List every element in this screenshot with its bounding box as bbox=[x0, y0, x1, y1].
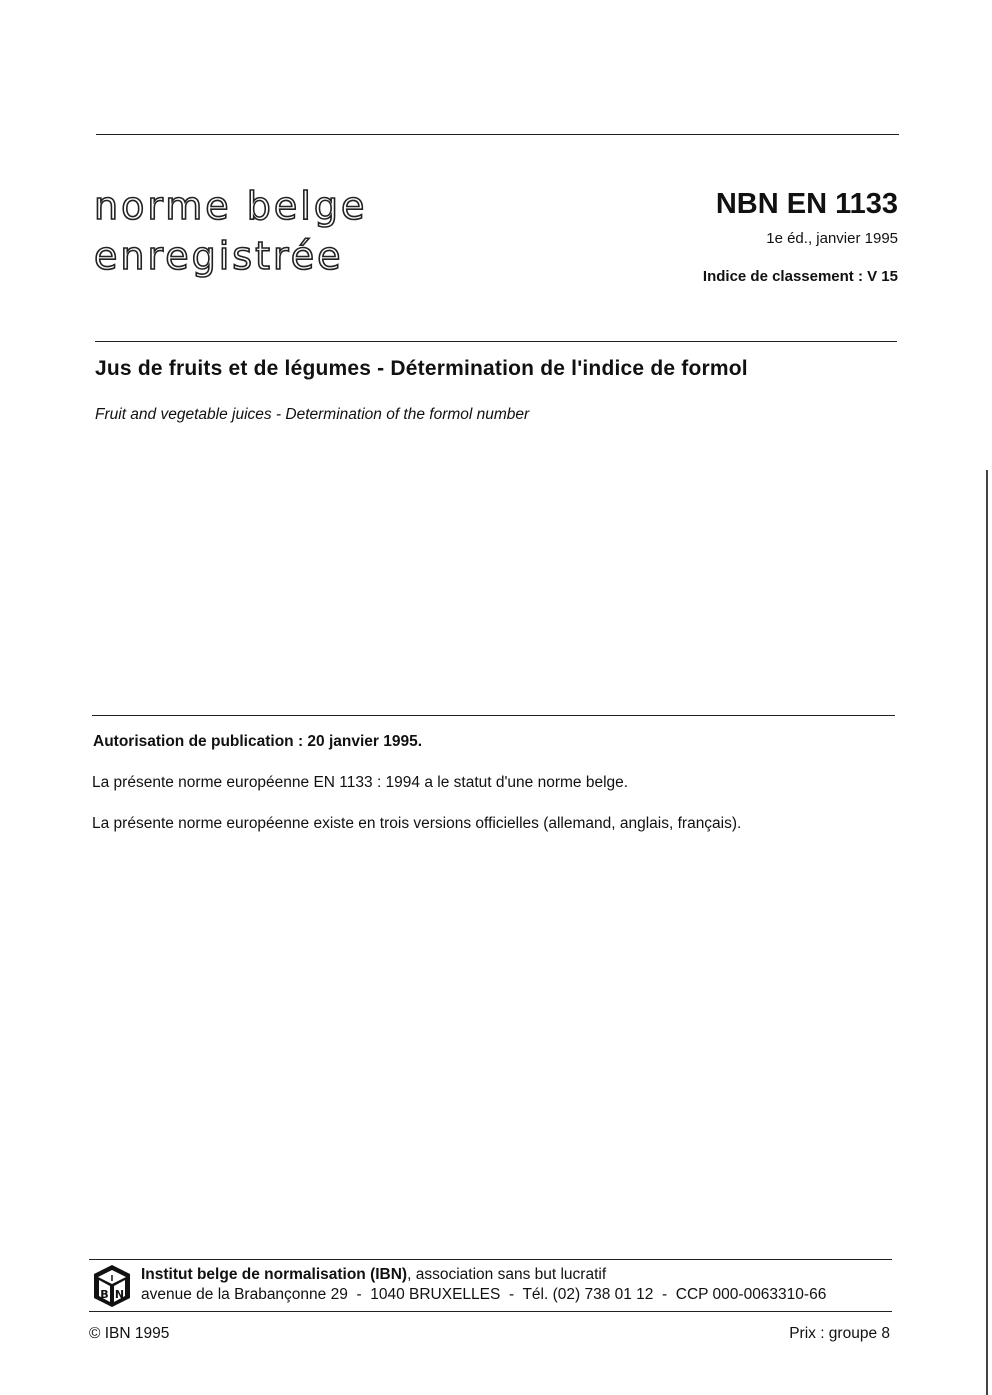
footer-bottom-rule bbox=[89, 1311, 892, 1312]
versions-paragraph: La présente norme européenne existe en trois versions officielles (allemand, anglais, français). bbox=[92, 815, 742, 832]
title-english: Fruit and vegetable juices - Determination of the formol number bbox=[95, 406, 530, 423]
standard-code: NBN EN 1133 bbox=[715, 188, 898, 220]
publication-authorization: Autorisation de publication : 20 janvier 1995. bbox=[93, 733, 423, 750]
institute-line bbox=[141, 1266, 606, 1284]
footer-top-rule bbox=[89, 1259, 892, 1260]
svg-text:B: B bbox=[100, 1288, 109, 1301]
institute-suffix: , association sans but lucratif bbox=[407, 1266, 607, 1283]
page-edge-line bbox=[986, 470, 988, 1395]
authorization-top-rule bbox=[92, 715, 895, 716]
edition-date: 1e éd., janvier 1995 bbox=[766, 230, 898, 247]
brand-line-2: enregistrée bbox=[94, 234, 344, 278]
title-french: Jus de fruits et de légumes - Détermination de l'indice de formol bbox=[95, 357, 748, 380]
classification-index: Indice de classement : V 15 bbox=[702, 268, 898, 285]
svg-text:I: I bbox=[110, 1274, 114, 1283]
institute-address: avenue de la Brabançonne 29 - 1040 BRUXELLES - Tél. (02) 738 01 12 - CCP 000-0063310-66 bbox=[141, 1286, 827, 1303]
header-top-rule bbox=[96, 134, 899, 135]
price-group: Prix : groupe 8 bbox=[789, 1325, 890, 1342]
copyright: © IBN 1995 bbox=[89, 1325, 170, 1342]
status-paragraph: La présente norme européenne EN 1133 : 1994 a le statut d'une norme belge. bbox=[92, 774, 629, 791]
institute-name: Institut belge de normalisation (IBN) bbox=[141, 1266, 408, 1283]
brand-line-1: norme belge bbox=[94, 184, 368, 228]
ibn-logo-icon bbox=[92, 1264, 132, 1308]
svg-text:N: N bbox=[114, 1288, 125, 1301]
title-top-rule bbox=[95, 341, 897, 342]
